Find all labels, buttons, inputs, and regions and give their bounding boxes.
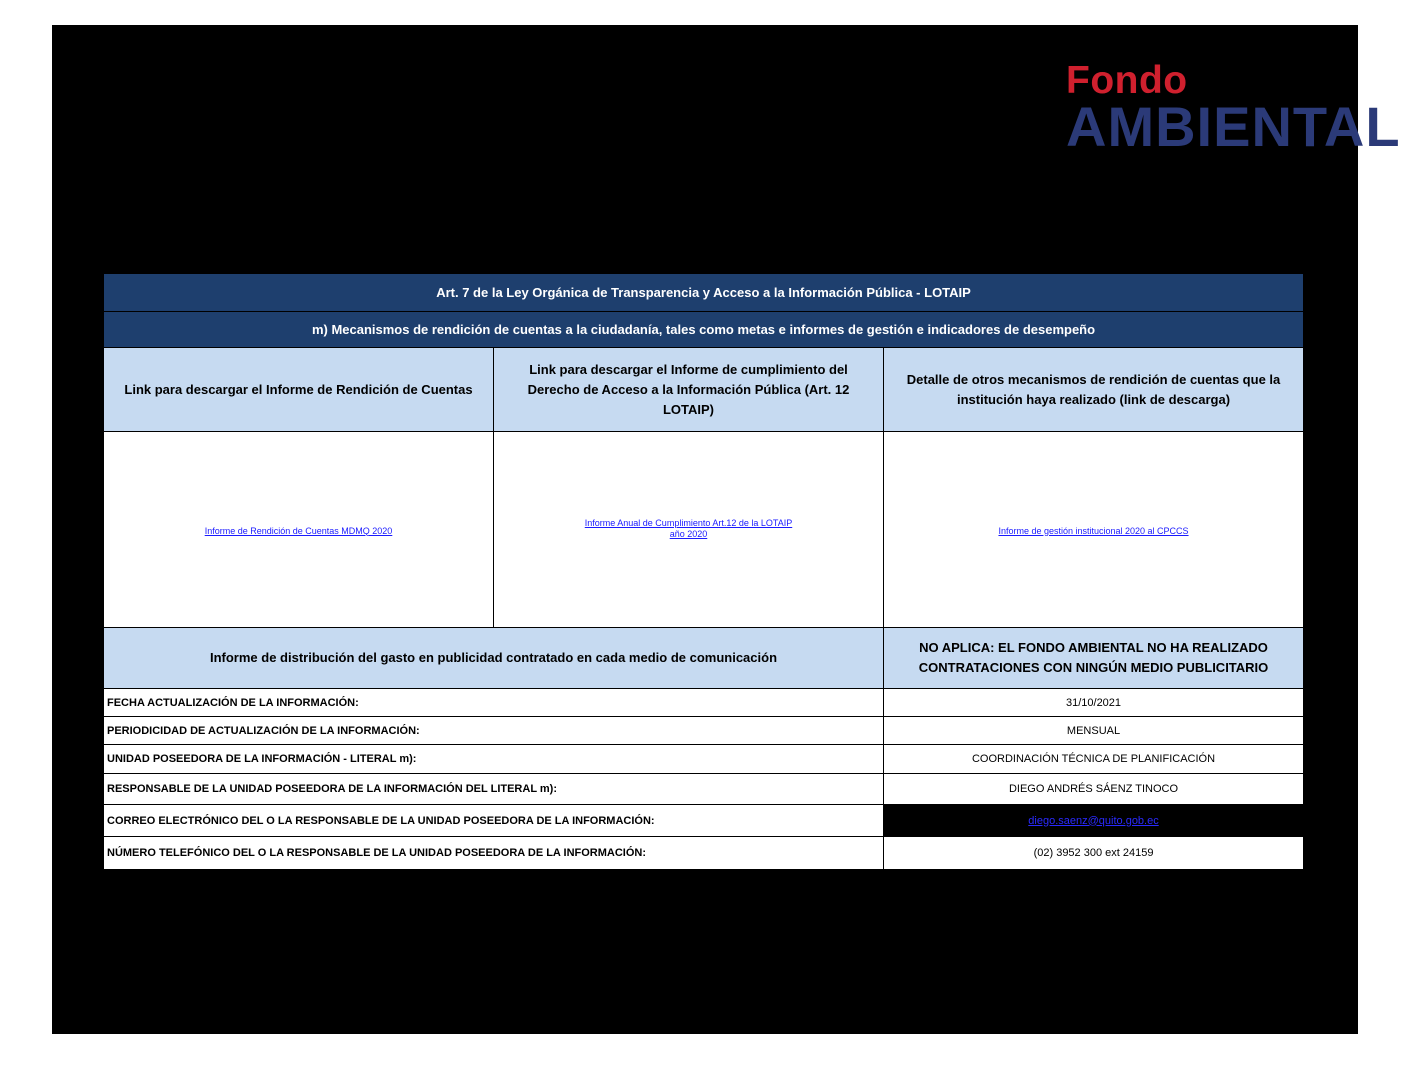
table-row bbox=[104, 745, 1304, 774]
info-value: 31/10/2021 bbox=[884, 689, 1304, 717]
table-title: Art. 7 de la Ley Orgánica de Transparencia y Acceso a la Información Pública - LOTAIP bbox=[104, 274, 1304, 312]
cumplimiento-lotaip-link[interactable]: Informe Anual de Cumplimiento Art.12 de la LOTAIP año 2020 bbox=[584, 517, 793, 539]
info-value: (02) 3952 300 ext 24159 bbox=[884, 837, 1304, 870]
email-link[interactable]: diego.saenz@quito.gob.ec bbox=[1028, 814, 1159, 827]
info-label: NÚMERO TELEFÓNICO DEL O LA RESPONSABLE DE LA UNIDAD POSEEDORA DE LA INFORMACIÓN: bbox=[104, 837, 884, 870]
table-row bbox=[104, 689, 1304, 717]
column-header-row bbox=[104, 348, 1304, 432]
link-cell bbox=[884, 432, 1304, 628]
rendicion-cuentas-link[interactable]: Informe de Rendición de Cuentas MDMQ 2020 bbox=[204, 525, 393, 536]
info-value bbox=[884, 805, 1304, 837]
table-row bbox=[104, 805, 1304, 837]
table-row bbox=[104, 837, 1304, 870]
info-value: MENSUAL bbox=[884, 717, 1304, 745]
table-row bbox=[104, 717, 1304, 745]
link-cell bbox=[104, 432, 494, 628]
column-header: Link para descargar el Informe de cumplimiento del Derecho de Acceso a la Información Pública (Art. 12 LOTAIP) bbox=[494, 348, 884, 432]
info-label: UNIDAD POSEEDORA DE LA INFORMACIÓN - LITERAL m): bbox=[104, 745, 884, 774]
table-subtitle-row bbox=[104, 312, 1304, 348]
column-header: Link para descargar el Informe de Rendición de Cuentas bbox=[104, 348, 494, 432]
info-label: RESPONSABLE DE LA UNIDAD POSEEDORA DE LA INFORMACIÓN DEL LITERAL m): bbox=[104, 774, 884, 805]
table-subtitle: m) Mecanismos de rendición de cuentas a la ciudadanía, tales como metas e informes de gestión e indicadores de desempeño bbox=[104, 312, 1304, 348]
info-label: CORREO ELECTRÓNICO DEL O LA RESPONSABLE DE LA UNIDAD POSEEDORA DE LA INFORMACIÓN: bbox=[104, 805, 884, 837]
gestion-institucional-link[interactable]: Informe de gestión institucional 2020 al CPCCS bbox=[998, 525, 1189, 536]
table-row bbox=[104, 774, 1304, 805]
publicity-row bbox=[104, 628, 1304, 689]
transparency-table bbox=[103, 273, 1303, 870]
table-title-row bbox=[104, 274, 1304, 312]
logo-line-2: AMBIENTAL bbox=[1066, 95, 1401, 158]
publicity-label: Informe de distribución del gasto en publicidad contratado en cada medio de comunicación bbox=[104, 628, 884, 689]
info-value: DIEGO ANDRÉS SÁENZ TINOCO bbox=[884, 774, 1304, 805]
fondo-ambiental-logo bbox=[1066, 59, 1401, 158]
logo-line-1: Fondo bbox=[1066, 59, 1188, 102]
info-label: FECHA ACTUALIZACIÓN DE LA INFORMACIÓN: bbox=[104, 689, 884, 717]
info-value: COORDINACIÓN TÉCNICA DE PLANIFICACIÓN bbox=[884, 745, 1304, 774]
info-label: PERIODICIDAD DE ACTUALIZACIÓN DE LA INFORMACIÓN: bbox=[104, 717, 884, 745]
publicity-value: NO APLICA: EL FONDO AMBIENTAL NO HA REALIZADO CONTRATACIONES CON NINGÚN MEDIO PUBLICITARIO bbox=[884, 628, 1304, 689]
link-cell bbox=[494, 432, 884, 628]
column-header: Detalle de otros mecanismos de rendición de cuentas que la institución haya realizado (link de descarga) bbox=[884, 348, 1304, 432]
links-row bbox=[104, 432, 1304, 628]
